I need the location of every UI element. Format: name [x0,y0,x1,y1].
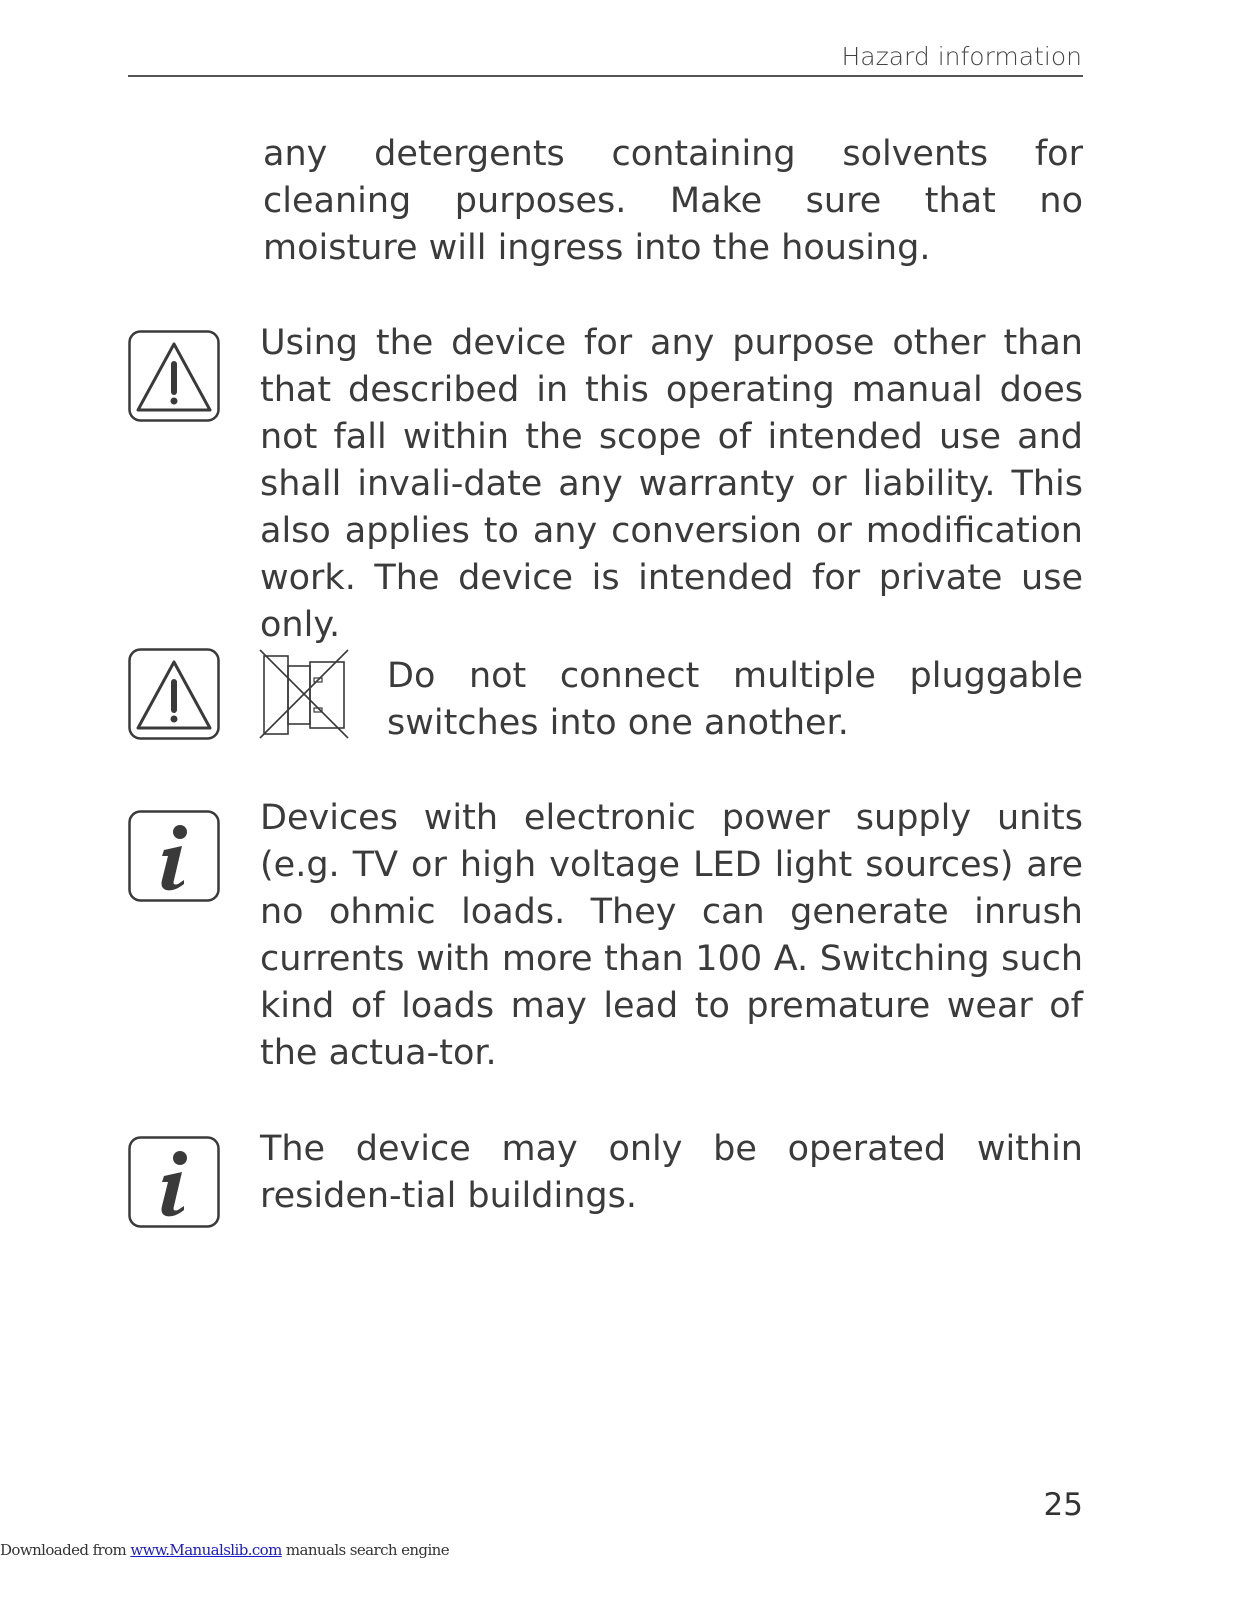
download-footer [0,1541,449,1559]
paragraph-intended-use: Using the device for any purpose other than that described in this operating manual does not fall within the scope of intended use and shall invali-date any warranty or liability. This also applies to any conversion or modification work. The device is intended for private use only. [260,323,1083,645]
footer-prefix: Downloaded from [0,1541,131,1559]
no-stacked-plugs-icon [258,648,350,740]
info-icon [128,1136,220,1228]
paragraph-residential-only: The device may only be operated within residen-tial buildings. [260,1129,1083,1216]
header-rule [128,75,1083,77]
manualslib-link[interactable]: www.Manualslib.com [130,1541,282,1559]
warning-triangle-icon [128,330,220,422]
paragraph-inrush-currents: Devices with electronic power supply units (e.g. TV or high voltage LED light sources) are no ohmic loads. They can generate inrush currents with more than 100 A. Switching such kind of loads may lead to premature wear of the actua-tor. [260,798,1083,1073]
warning-triangle-icon [128,648,220,740]
info-icon [128,810,220,902]
page-number: 25 [1043,1487,1083,1523]
running-header-title: Hazard information [841,42,1082,71]
paragraph-cleaning: any detergents containing solvents for cleaning purposes. Make sure that no moisture will ingress into the housing. [263,134,1083,268]
footer-suffix: manuals search engine [281,1541,449,1559]
paragraph-no-stacking: Do not connect multiple pluggable switches into one another. [387,656,1083,743]
